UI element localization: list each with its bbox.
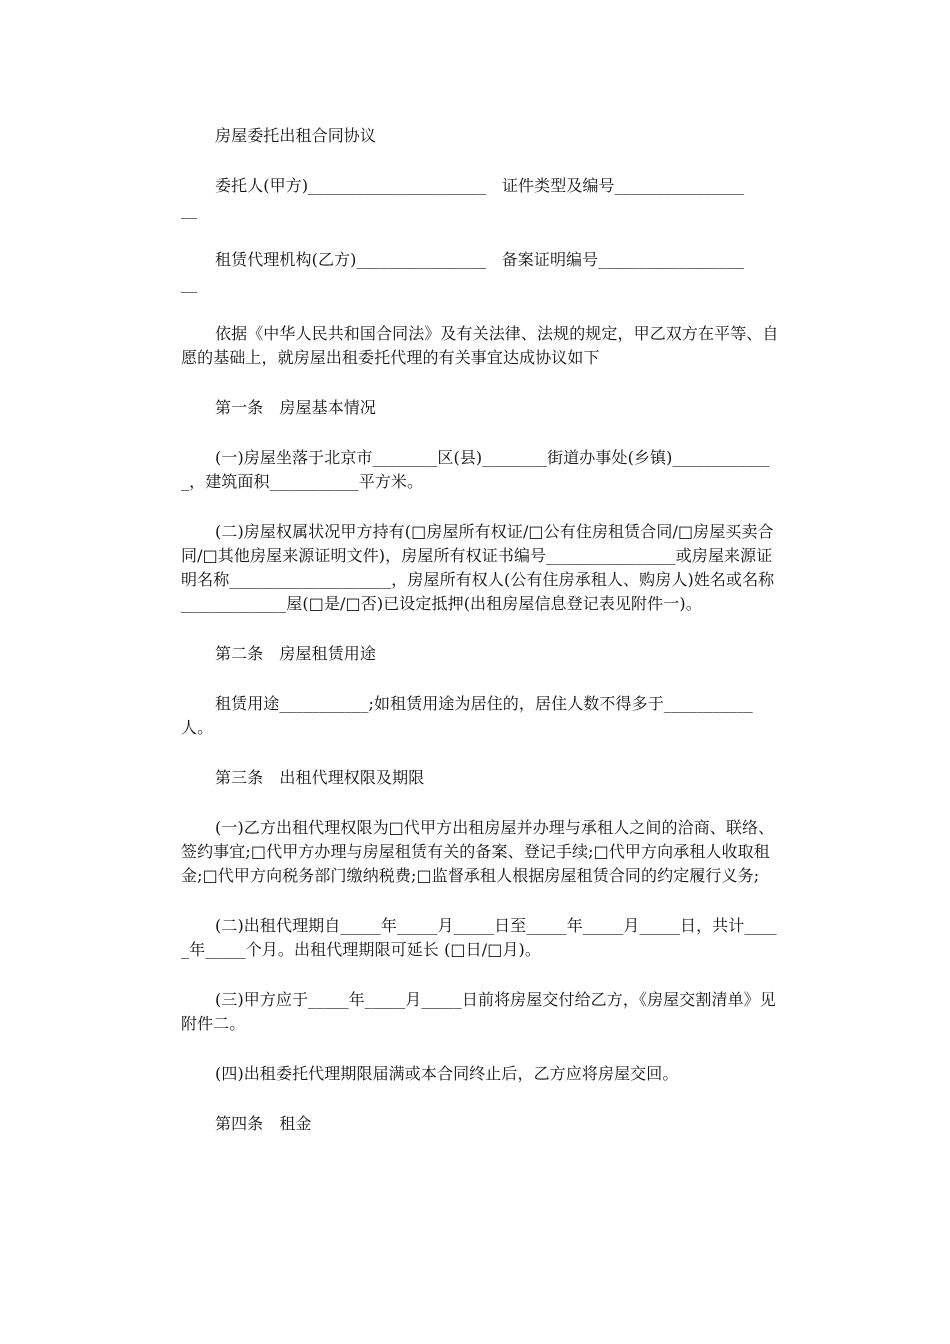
document-body bbox=[181, 124, 779, 1162]
document-title: 房屋委托出租合同协议 bbox=[215, 126, 377, 145]
article-4-heading: 第四条 租金 bbox=[215, 1114, 312, 1133]
preamble-paragraph: 依据《中华人民共和国合同法》及有关法律、法规的规定，甲乙双方在平等、自愿的基础上，就房屋出租委托代理的有关事宜达成协议如下 bbox=[181, 324, 779, 367]
article-3-item-1: (一)乙方出租代理权限为□代甲方出租房屋并办理与承租人之间的洽商、联络、签约事宜;□代甲方办理与房屋租赁有关的备案、登记手续;□代甲方向承租人收取租金;□代甲方向税务部门缴纳税费;□监督承租人根据房屋租赁合同的约定履行义务; bbox=[181, 818, 775, 885]
article-1-heading: 第一条 房屋基本情况 bbox=[215, 398, 377, 417]
article-3-heading: 第三条 出租代理权限及期限 bbox=[215, 768, 425, 787]
article-3-item-3: (三)甲方应于_____年_____月_____日前将房屋交付给乙方，《房屋交割清单》见附件二。 bbox=[181, 990, 776, 1033]
agency-party-line: 租赁代理机构(乙方)________________ 备案证明编号__________________ __ bbox=[181, 250, 745, 293]
article-2-body: 租赁用途___________;如租赁用途为居住的，居住人数不得多于___________人。 bbox=[181, 694, 753, 737]
client-party-line: 委托人(甲方)______________________ 证件类型及编号________________ __ bbox=[181, 176, 745, 219]
article-1-item-1: (一)房屋坐落于北京市________区(县)________街道办事处(乡镇)_____________，建筑面积___________平方米。 bbox=[181, 448, 770, 491]
article-1-item-2: (二)房屋权属状况甲方持有(□房屋所有权证/□公有住房租赁合同/□房屋买卖合同/□其他房屋来源证明文件)，房屋所有权证书编号________________或房屋来源证明名称____________________，房屋所有权人(公有住房承租人、购房人)姓名或名称_____________屋(□是/□否)已设定抵押(出租房屋信息登记表见附件一)。 bbox=[181, 522, 775, 613]
article-3-item-2: (二)出租代理期自_____年_____月_____日至_____年_____月_____日，共计_____年_____个月。出租代理期限可延长 (□日/□月)。 bbox=[181, 916, 777, 959]
article-3-item-4: (四)出租委托代理期限届满或本合同终止后，乙方应将房屋交回。 bbox=[215, 1064, 679, 1083]
article-2-heading: 第二条 房屋租赁用途 bbox=[215, 644, 377, 663]
